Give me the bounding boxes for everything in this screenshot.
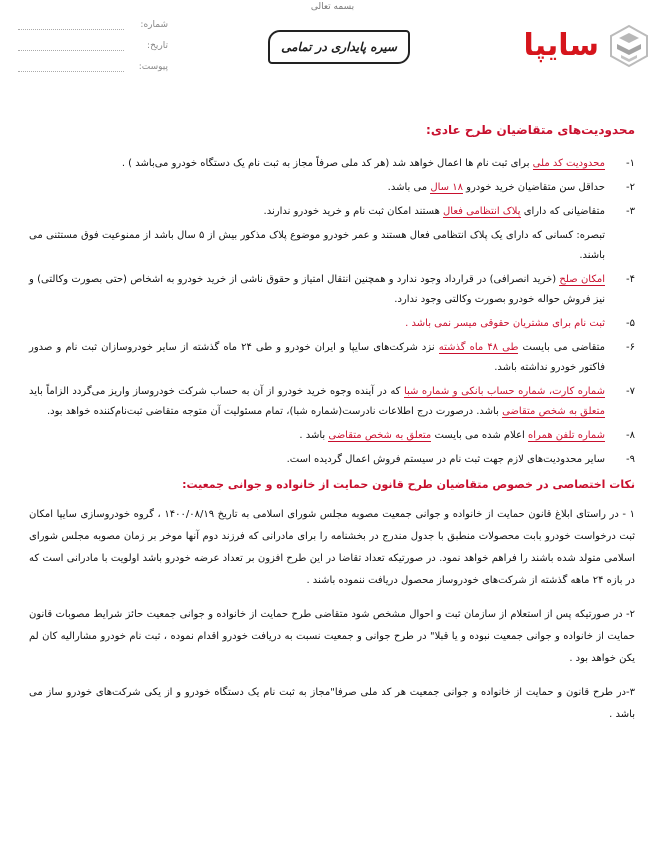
item-text: اعلام شده می بایست bbox=[431, 430, 528, 441]
restriction-item bbox=[29, 202, 635, 222]
family-support-paragraph: ۳-در طرح قانون و حمایت از خانواده و جوانی جمعیت هر کد ملی صرفا"مجاز به ثبت نام یک دستگاه خودرو و از یکی شرکت‌های خودرو ساز می باشد . bbox=[29, 687, 635, 720]
item-text: می باشد. bbox=[387, 182, 431, 193]
basmala: بسمه تعالی bbox=[310, 2, 355, 12]
restriction-item bbox=[29, 154, 635, 174]
meta-number-label: شماره: bbox=[140, 19, 168, 30]
item-text: که در آینده وجوه خرید خودرو از آن به حساب شرکت خودروساز واریز می‌گردد الزاماً باید bbox=[29, 386, 404, 397]
item-text: باشد. درصورت درج اطلاعات نادرست(شماره شبا)، تمام مسئولیت آن متوجه متقاضی ثبت‌نام‌کننده خواهد بود. bbox=[47, 406, 503, 417]
restriction-item bbox=[29, 450, 635, 470]
slogan-badge bbox=[268, 30, 410, 64]
document-content bbox=[29, 120, 635, 738]
item-text: نزد شرکت‌های سایپا و ایران خودرو و طی ۲۴ ماه گذشته از سایر خودروسازان ثبت نام و صدور فاکتور خودرو نداشته باشد. bbox=[29, 342, 605, 373]
item-number: ۸- bbox=[626, 430, 635, 441]
meta-date-label: تاریخ: bbox=[147, 40, 168, 51]
highlighted-text: شماره کارت، شماره حساب بانکی و شماره شبا bbox=[403, 386, 605, 397]
restrictions-list bbox=[29, 154, 635, 470]
meta-number-line bbox=[18, 19, 124, 30]
item-text: حداقل سن متقاضیان خرید خودرو bbox=[462, 182, 605, 193]
highlighted-text: متعلق به شخص متقاضی bbox=[328, 430, 432, 441]
item-number: ۵- bbox=[626, 318, 635, 329]
highlighted-text: متعلق به شخص متقاضی bbox=[502, 406, 605, 417]
item-number: ۹- bbox=[626, 454, 635, 465]
restriction-item bbox=[29, 314, 635, 334]
item-text: سایر محدودیت‌های لازم جهت ثبت نام در سیستم فروش اعمال گردیده است. bbox=[286, 454, 605, 465]
meta-attachment-line bbox=[18, 61, 124, 72]
meta-date bbox=[18, 35, 168, 56]
item-number: ۲- bbox=[626, 182, 635, 193]
item-text: متقاضی می بایست bbox=[518, 342, 605, 353]
item-number: ۳- bbox=[626, 206, 635, 217]
item-text: باشد . bbox=[299, 430, 329, 441]
item-number: ۱- bbox=[626, 158, 635, 169]
item-text: هستند امکان ثبت نام و خرید خودرو ندارند. bbox=[263, 206, 444, 217]
section-title-restrictions: محدودیت‌های متقاضیان طرح عادی: bbox=[426, 123, 635, 137]
meta-date-line bbox=[18, 40, 124, 51]
family-support-notes bbox=[29, 504, 635, 726]
meta-attachment-label: پیوست: bbox=[138, 61, 168, 72]
saipa-logo bbox=[501, 20, 651, 72]
meta-attachment bbox=[18, 56, 168, 77]
section-title-family-support: نکات اختصاصی در خصوص متقاضیان طرح قانون حمایت از خانواده و جوانی جمعیت: bbox=[182, 478, 635, 491]
meta-number bbox=[18, 14, 168, 35]
highlighted-text: محدودیت کد ملی bbox=[532, 158, 605, 169]
highlighted-text: ۱۸ سال bbox=[430, 182, 463, 193]
slogan-text: سیره پایداری در تمامی bbox=[281, 40, 397, 54]
item-text: تبصره: کسانی که دارای یک پلاک انتظامی فعال هستند و عمر خودرو موضوع پلاک مذکور بیش از ۵ سال باشد از ممنوعیت فوق مستثنی می باشند. bbox=[29, 230, 605, 261]
highlighted-text: امکان صلح bbox=[559, 274, 605, 285]
red-text: ثبت نام برای مشتریان حقوقی میسر نمی باشد . bbox=[405, 318, 605, 329]
family-support-paragraph: ۱ - در راستای ابلاغ قانون حمایت از خانواده و جوانی جمعیت مصوبه مجلس شورای اسلامی به تاریخ ۱۴۰۰/۰۸/۱۹ ، گروه خودروسازی سایپا امکان ثبت درخواست خودرو بابت محصولات منطبق با جدول مندرج در بخشنامه را برای مادرانی که فرزند دوم آنها موخر بر زمان مصوبه مجلس شورای اسلامی متولد شده باشند را فراهم خواهد نمود. در صورتیکه تعداد تقاضا در این طرح افزون بر تعداد عرضه خودرو باشد اولویت با مادرانی است که در بازه ۲۴ ماهه گذشته از شرکت‌های خودروساز محصول دریافت ننموده باشند . bbox=[29, 509, 635, 586]
item-text: برای ثبت نام ها اعمال خواهد شد (هر کد ملی صرفاً مجاز به ثبت نام یک دستگاه خودرو می‌باشد ) . bbox=[121, 158, 533, 169]
item-number: ۶- bbox=[626, 342, 635, 353]
highlighted-text: طی ۴۸ ماه گذشته bbox=[438, 342, 519, 353]
item-text: متقاضیانی که دارای bbox=[520, 206, 605, 217]
restriction-note bbox=[29, 226, 635, 266]
brand-wordmark: سایپا bbox=[523, 28, 599, 63]
document-meta bbox=[18, 14, 168, 77]
item-text: (خرید انصرافی) در قرارداد وجود ندارد و همچنین انتقال امتیاز و حقوق ناشی از خرید خودرو به اشخاص (حتی بصورت وکالتی) و نیز فروش حواله خودرو بصورت وکالتی وجود ندارد. bbox=[29, 274, 605, 305]
highlighted-text: شماره تلفن همراه bbox=[528, 430, 605, 441]
restriction-item bbox=[29, 338, 635, 378]
restriction-item bbox=[29, 426, 635, 446]
item-number: ۴- bbox=[626, 274, 635, 285]
highlighted-text: پلاک انتظامی فعال bbox=[443, 206, 521, 217]
restriction-item bbox=[29, 270, 635, 310]
restriction-item bbox=[29, 178, 635, 198]
family-support-paragraph: ۲- در صورتیکه پس از استعلام از سازمان ثبت و احوال مشخص شود متقاضی طرح حمایت از خانواده و جوانی جمعیت حائز شرایط مصوبات قانون حمایت از خانواده و جوانی جمعیت نبوده و یا قبلا" در طرح جوانی و جمعیت نسبت به دریافت خودرو اقدام نموده ، ثبت نام خودرو مشارالیه کان لم یکن خواهد بود . bbox=[29, 609, 635, 664]
saipa-logo-icon bbox=[607, 24, 651, 68]
item-number: ۷- bbox=[626, 386, 635, 397]
restriction-item bbox=[29, 382, 635, 422]
